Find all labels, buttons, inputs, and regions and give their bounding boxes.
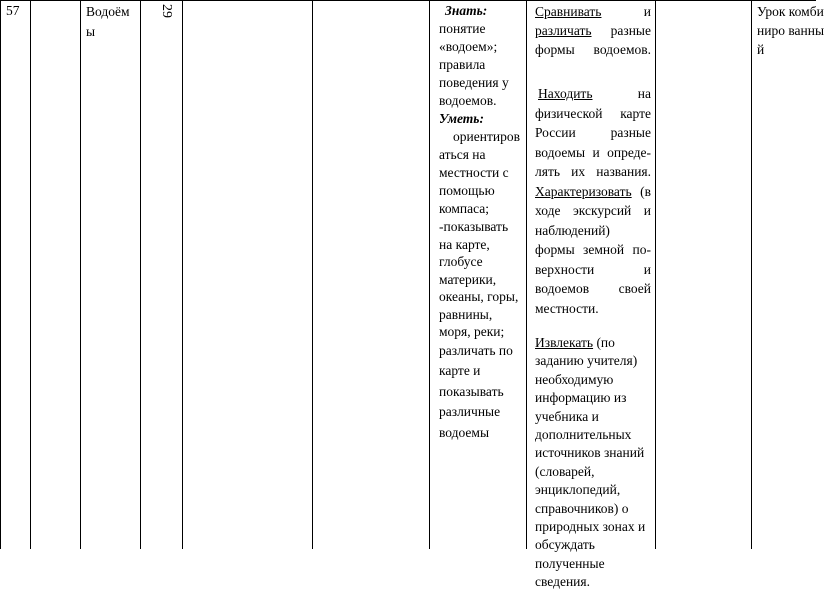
column-divider (182, 0, 183, 549)
table-border-left (0, 0, 1, 549)
compare-rest: разные формы водоемов. (535, 23, 651, 57)
find-rest: на физической карте России разные водоемы и опреде-лять их названия. (535, 86, 651, 179)
find-verb: Находить (538, 86, 593, 101)
activity-find (535, 84, 651, 182)
lesson-topic: Водоём ы (86, 4, 130, 39)
can-label: Уметь: (439, 111, 484, 126)
know-text: понятие «водоем»; правила поведения у водоемов. (439, 21, 509, 108)
characterize-verb: Характеризовать (535, 183, 632, 199)
can-text-show-on-map: -показывать на карте, глобусе материки, океаны, горы, равнины, моря, реки; (439, 219, 519, 339)
activity-extract (535, 334, 651, 592)
activity-compare (535, 2, 651, 59)
table-top-border (0, 0, 816, 1)
compare-verb: Сравнивать (535, 4, 602, 19)
know-label: Знать: (445, 3, 488, 18)
can-text-distinguish: различать по карте и показывать различные водоемы (439, 342, 513, 440)
activities-cell (535, 2, 651, 592)
column-divider (30, 0, 31, 549)
distinguish-verb: различать (535, 23, 592, 38)
extract-verb: Извлекать (535, 335, 594, 350)
knowledge-cell (439, 2, 523, 443)
lesson-number: 57 (6, 3, 20, 18)
compare-and: и (643, 4, 651, 19)
column-divider (526, 0, 527, 549)
activity-characterize (535, 182, 651, 319)
column-divider (429, 0, 430, 549)
column-divider (312, 0, 313, 549)
column-divider (80, 0, 81, 549)
column-divider (140, 0, 141, 549)
column-divider (655, 0, 656, 549)
characterize-rest: (в ходе экскурсий и наблюдений) формы земной по-верхности и водоемов своей местности. (535, 183, 651, 316)
column-divider (751, 0, 752, 549)
hours-count: 29 (159, 4, 174, 18)
can-text-orientation: ориентиров аться на местности с помощью компаса; (439, 129, 520, 216)
extract-rest: (по заданию учителя) необходимую информацию из учебника и дополнительных источников знаний (словарей, энциклопедий, справочников) о природных зонах и обсуждать полученные сведения. (535, 335, 646, 590)
lesson-type: Урок комбиниро ванный (757, 4, 825, 57)
